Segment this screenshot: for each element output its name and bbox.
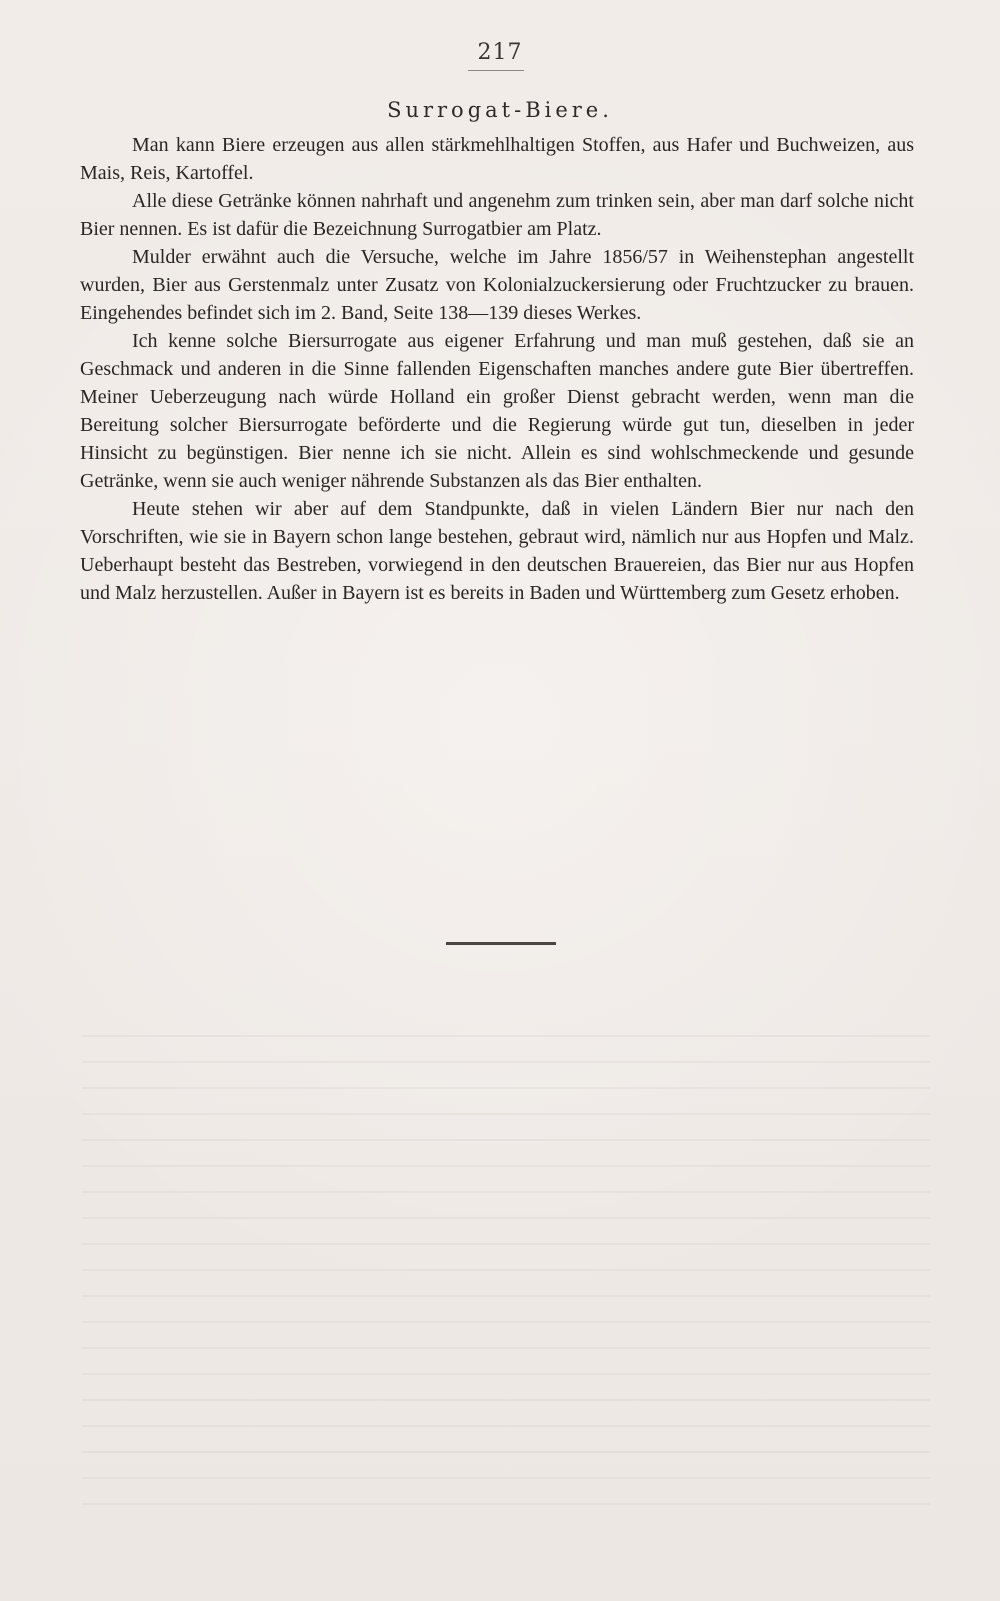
section-end-rule — [446, 942, 556, 945]
show-through-texture — [82, 1035, 930, 1511]
paragraph: Mulder erwähnt auch die Versuche, welche im Jahre 1856/57 in Weihenstephan angestellt wurden, Bier aus Gerstenmalz unter Zusatz von Kolonialzuckersierung oder Fruchtzucker zu brauen. Eingehendes befindet sich im 2. Band, Seite 138—139 dieses Werkes. — [80, 246, 914, 324]
page-number: 217 — [477, 40, 523, 65]
section-title: Surrogat-Biere. — [387, 98, 613, 122]
paragraph: Alle diese Getränke können nahrhaft und angenehm zum trinken sein, aber man darf solche nicht Bier nennen. Es ist dafür die Bezeichnung Surrogatbier am Platz. — [80, 190, 914, 240]
paragraph: Man kann Biere erzeugen aus allen stärkmehlhaltigen Stoffen, aus Hafer und Buchweizen, aus Mais, Reis, Kartoffel. — [80, 134, 914, 184]
paragraph: Heute stehen wir aber auf dem Standpunkte, daß in vielen Ländern Bier nur nach den Vorschriften, wie sie in Bayern schon lange bestehen, gebraut wird, nämlich nur aus Hopfen und Malz. Ueberhaupt besteht das Bestreben, vorwiegend in den deutschen Brauereien, das Bier nur aus Hopfen und Malz herzustellen. Außer in Bayern ist es bereits in Baden und Württemberg zum Gesetz erhoben. — [80, 498, 914, 604]
body-text — [80, 131, 914, 607]
page-number-underline — [468, 70, 524, 71]
paragraph: Ich kenne solche Biersurrogate aus eigener Erfahrung und man muß gestehen, daß sie an Geschmack und anderen in die Sinne fallenden Eigenschaften manches andere gute Bier übertreffen. Meiner Ueberzeugung nach würde Holland ein großer Dienst gebracht werden, wenn man die Bereitung solcher Biersurrogate beförderte und die Regierung würde gut tun, dieselben in jeder Hinsicht zu begünstigen. Bier nenne ich sie nicht. Allein es sind wohlschmeckende und gesunde Getränke, wenn sie auch weniger nährende Substanzen als das Bier enthalten. — [80, 330, 914, 492]
